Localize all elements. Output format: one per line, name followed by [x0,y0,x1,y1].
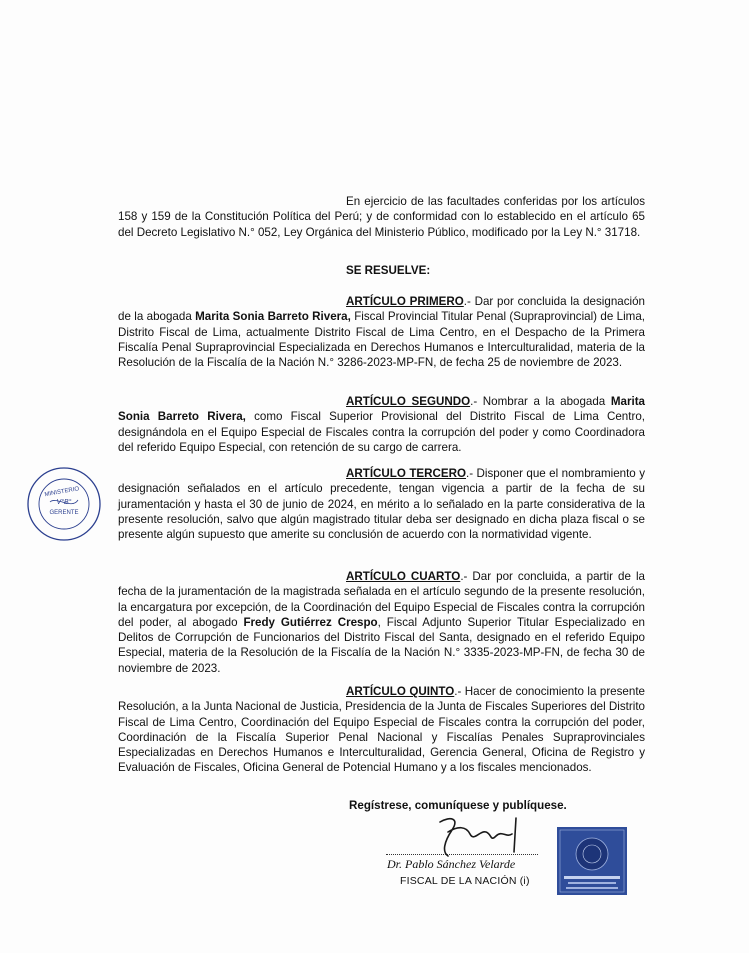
article-primero-text-2: Fiscal Provincial Titular Penal (Supraprovincial) de Lima, Distrito Fiscal de Lima, actualmente Distrito Fiscal de Lima Centro, en el Despacho de la Primera Fiscalía Penal Supraprovincial Especializada en Derechos Humanos e Interculturalidad, materia de la Resolución de la Fiscalía de la Nación N.° 3286-2023-MP-FN, de fecha 25 de noviembre de 2023. [118,310,645,370]
article-segundo-text-2: como Fiscal Superior Provisional del Distrito Fiscal de Lima Centro, designándola en el Equipo Especial de Fiscales contra la corrupción del poder y como Coordinadora del referido Equipo Especial, con retención de su cargo de carrera. [118,410,645,454]
article-quinto [118,684,645,776]
article-cuarto [118,569,645,676]
article-primero-name: Marita Sonia Barreto Rivera, [195,310,351,324]
article-tercero-label: ARTÍCULO TERCERO [346,467,467,480]
intro-paragraph [118,194,645,240]
intro-text: En ejercicio de las facultades conferidas por los artículos 158 y 159 de la Constitución Política del Perú; y de conformidad con lo establecido en el artículo 65 del Decreto Legislativo N.° 052, Ley Orgánica del Ministerio Público, modificado por la Ley N.° 31718. [118,195,645,239]
article-segundo-label: ARTÍCULO SEGUNDO [346,395,471,408]
article-segundo-text-1: .- Nombrar a la abogada [470,395,611,408]
signatory-title: FISCAL DE LA NACIÓN (i) [400,875,530,887]
signature-line [386,854,538,855]
article-tercero [118,466,645,542]
article-cuarto-text-2: , Fiscal Adjunto Superior Titular Especializado en Delitos de Corrupción de Funcionarios del Distrito Fiscal del Santa, designado en el referido Equipo Especial, materia de la Resolución de la Fiscalía de la Nación N.° 3335-2023-MP-FN, de fecha 30 de noviembre de 2023. [118,615,645,675]
article-primero-text-1: .- Dar por concluida la designación de la abogada [118,295,645,324]
svg-text:MINISTERIO: MINISTERIO [44,486,80,499]
svg-text:GERENTE: GERENTE [49,510,79,516]
right-official-seal [556,826,628,896]
article-segundo [118,394,645,455]
closing-formula: Regístrese, comuníquese y publíquese. [349,799,567,812]
article-cuarto-name: Fredy Gutiérrez Crespo [243,615,378,629]
article-segundo-name: Marita Sonia Barreto Rivera, [118,395,646,424]
article-quinto-label: ARTÍCULO QUINTO [346,685,455,698]
article-primero [118,294,645,370]
article-quinto-text: .- Hacer de conocimiento la presente Resolución, a la Junta Nacional de Justicia, Presidencia de la Junta de Fiscales Superiores del Distrito Fiscal de Lima Centro, Coordinación del Equipo Especial de Fiscales contra la corrupción del poder, Coordinación de la Fiscalía Superior Penal Nacional y Fiscalías Penales Supraprovinciales Especializadas en Derechos Humanos e Interculturalidad, Gerencia General, Oficina de Registro y Evaluación de Fiscales, Oficina General de Potencial Humano y a los fiscales mencionados. [118,685,645,775]
article-cuarto-label: ARTÍCULO CUARTO [346,570,461,583]
signatory-name: Dr. Pablo Sánchez Velarde [387,857,516,871]
article-primero-label: ARTÍCULO PRIMERO [346,295,464,308]
svg-text:V°B°: V°B° [56,499,72,506]
left-stamp-seal [26,466,102,542]
article-tercero-text: .- Disponer que el nombramiento y designación señalados en el artículo precedente, tengan vigencia a partir de la fecha de su juramentación y hasta el 30 de junio de 2024, en mérito a lo señalado en la parte considerativa de la presente resolución, salvo que algún magistrado titular deba ser designado en dicha plaza fiscal o se presente algún supuesto que amerite su conclusión de acuerdo con la normatividad vigente. [118,467,645,542]
resolve-heading: SE RESUELVE: [346,264,431,277]
article-cuarto-text-1: .- Dar por concluida, a partir de la fecha de la juramentación de la magistrada señalada en el artículo segundo de la presente resolución, la encargatura por excepción, de la Coordinación del Equipo Especial de Fiscales contra la corrupción del poder, al abogado [118,570,646,629]
handwritten-signature [430,812,550,860]
